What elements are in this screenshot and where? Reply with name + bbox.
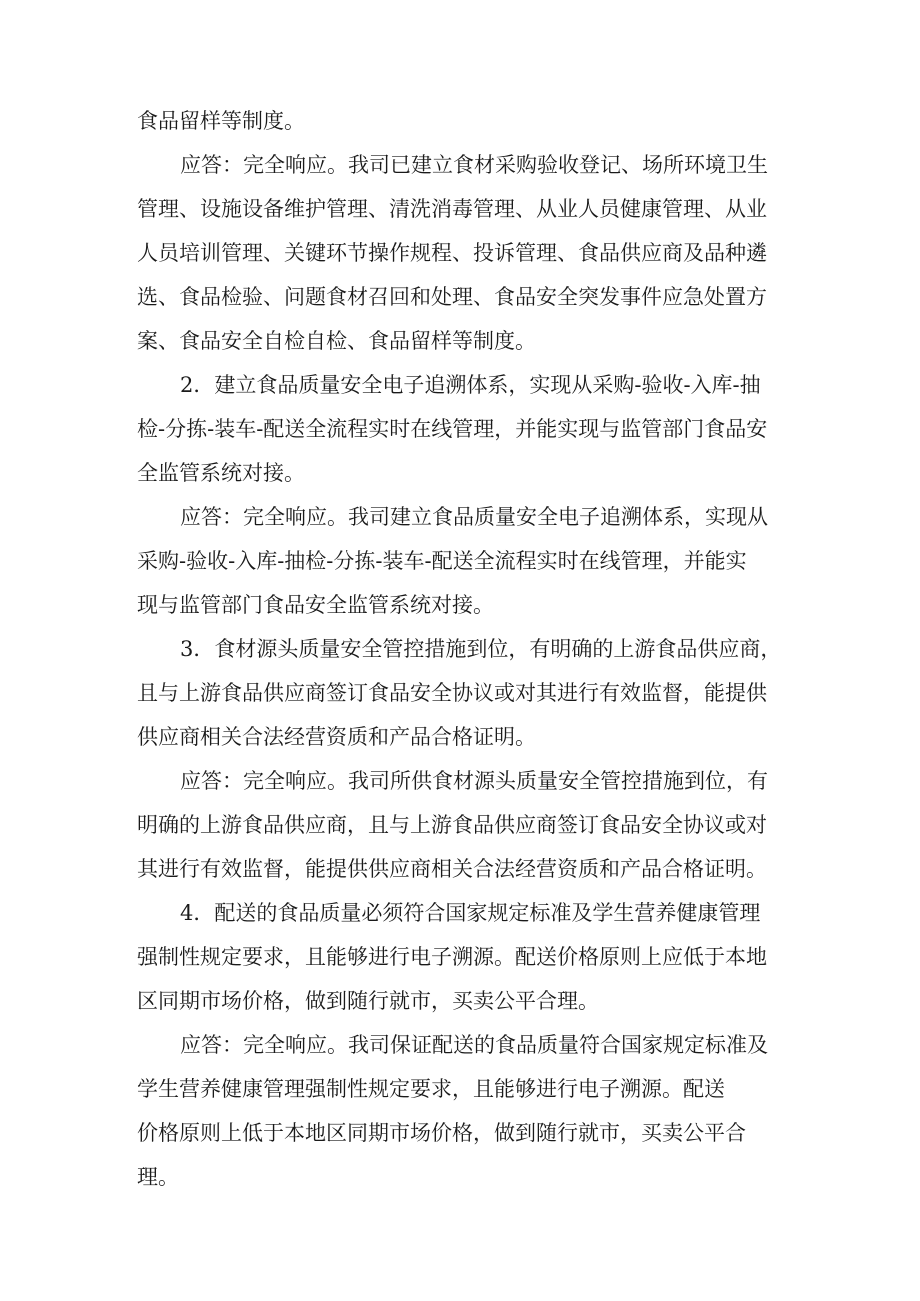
text-line: 3．食材源头质量安全管控措施到位，有明确的上游食品供应商， (180, 637, 782, 661)
text-line: 2．建立食品质量安全电子追溯体系，实现从采购-验收-入库-抽 (180, 373, 761, 397)
text-line: 其进行有效监督，能提供供应商相关合法经营资质和产品合格证明。 (137, 857, 767, 881)
text-line: 现与监管部门食品安全监管系统对接。 (137, 593, 494, 617)
text-line: 全监管系统对接。 (137, 461, 305, 485)
text-line: 案、食品安全自检自检、食品留样等制度。 (137, 329, 536, 353)
text-line: 应答：完全响应。我司保证配送的食品质量符合国家规定标准及 (180, 1033, 768, 1057)
text-line: 应答：完全响应。我司建立食品质量安全电子追溯体系，实现从 (180, 505, 768, 529)
text-line: 且与上游食品供应商签订食品安全协议或对其进行有效监督，能提供 (137, 681, 767, 705)
text-line: 强制性规定要求，且能够进行电子溯源。配送价格原则上应低于本地 (137, 945, 767, 969)
text-line: 理。 (137, 1165, 179, 1189)
text-line: 应答：完全响应。我司所供食材源头质量安全管控措施到位，有 (180, 769, 768, 793)
text-line: 明确的上游食品供应商，且与上游食品供应商签订食品安全协议或对 (137, 813, 767, 837)
text-line: 4．配送的食品质量必须符合国家规定标准及学生营养健康管理 (180, 901, 761, 925)
text-line: 食品留样等制度。 (137, 109, 305, 133)
text-line: 供应商相关合法经营资质和产品合格证明。 (137, 725, 536, 749)
text-line: 管理、设施设备维护管理、清洗消毒管理、从业人员健康管理、从业 (137, 197, 767, 221)
text-line: 应答：完全响应。我司已建立食材采购验收登记、场所环境卫生 (180, 153, 768, 177)
text-line: 学生营养健康管理强制性规定要求，且能够进行电子溯源。配送 (137, 1077, 725, 1101)
text-line: 选、食品检验、问题食材召回和处理、食品安全突发事件应急处置方 (137, 285, 767, 309)
text-line: 价格原则上低于本地区同期市场价格，做到随行就市，买卖公平合 (137, 1121, 746, 1145)
text-line: 采购-验收-入库-抽检-分拣-装车-配送全流程实时在线管理，并能实 (137, 549, 747, 573)
text-line: 人员培训管理、关键环节操作规程、投诉管理、食品供应商及品种遴 (137, 241, 767, 265)
text-line: 检-分拣-装车-配送全流程实时在线管理，并能实现与监管部门食品安 (137, 417, 768, 441)
text-line: 区同期市场价格，做到随行就市，买卖公平合理。 (137, 989, 599, 1013)
